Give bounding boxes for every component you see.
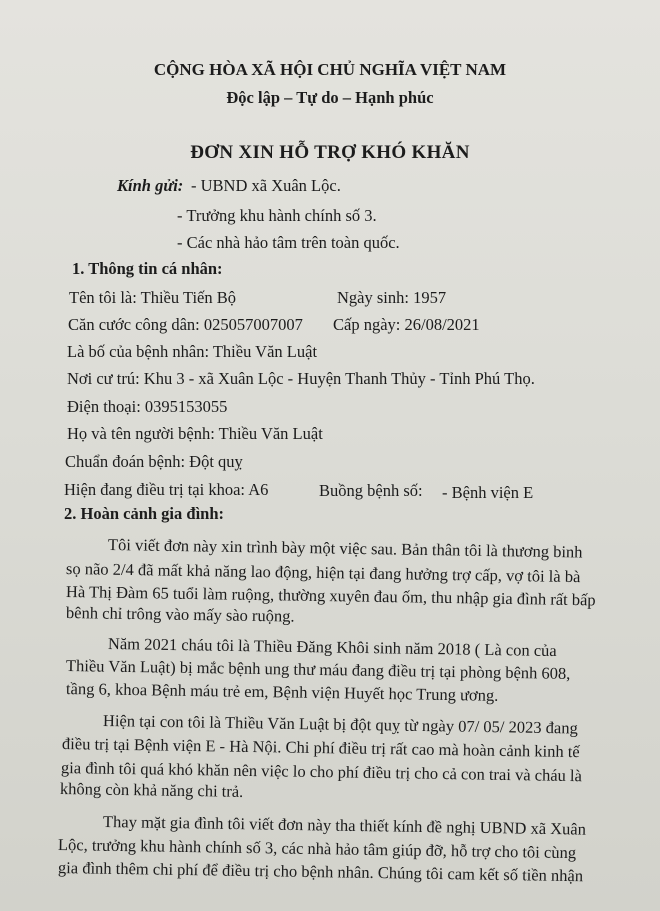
- id-card-number: Căn cước công dân: 025057007007: [68, 315, 303, 334]
- recipient-item: - Trưởng khu hành chính số 3.: [177, 206, 377, 225]
- body-line: Năm 2021 cháu tôi là Thiều Đăng Khôi sinh năm 2018 ( Là con của: [107, 634, 557, 661]
- body-line: Hà Thị Đàm 65 tuổi làm ruộng, thường xuyên đau ốm, thu nhập gia đình rất bấp: [65, 582, 596, 610]
- body-line: điều trị tại Bệnh viện E - Hà Nội. Chi phí điều trị rất cao mà hoàn cảnh kinh tế: [61, 734, 580, 762]
- body-line: bênh chỉ trông vào mấy sào ruộng.: [65, 603, 295, 626]
- motto: Độc lập – Tự do – Hạnh phúc: [226, 88, 434, 107]
- country-header: CỘNG HÒA XÃ HỘI CHỦ NGHĨA VIỆT NAM: [153, 60, 507, 79]
- body-line: Lộc, trưởng khu hành chính số 3, các nhà hảo tâm giúp đỡ, hỗ trợ cho tôi cùng: [57, 835, 577, 863]
- body-line: tầng 6, khoa Bệnh máu trẻ em, Bệnh viện Huyết học Trung ương.: [65, 679, 499, 705]
- body-line: Hiện tại con tôi là Thiều Văn Luật bị đột quỵ từ ngày 07/ 05/ 2023 đang: [102, 711, 578, 738]
- document-title: ĐƠN XIN HỖ TRỢ KHÓ KHĂN: [190, 142, 470, 163]
- hospital-name: - Bệnh viện E: [442, 483, 534, 502]
- body-line: gia đình tôi quá khó khăn nên việc lo cho phí điều trị cho cả con trai và cháu là: [60, 758, 583, 786]
- recipient-label: Kính gửi:: [117, 176, 184, 195]
- recipient-item: - Các nhà hảo tâm trên toàn quốc.: [177, 233, 400, 252]
- birth-year: Ngày sinh: 1957: [337, 288, 447, 307]
- address: Nơi cư trú: Khu 3 - xã Xuân Lộc - Huyện Thanh Thủy - Tỉnh Phú Thọ.: [67, 369, 535, 388]
- issue-date: Cấp ngày: 26/08/2021: [333, 315, 480, 334]
- body-line: Tôi viết đơn này xin trình bày một việc sau. Bản thân tôi là thương binh: [107, 535, 583, 562]
- patient-name: Họ và tên người bệnh: Thiều Văn Luật: [67, 424, 323, 443]
- body-line: Thiều Văn Luật) bị mắc bệnh ung thư máu đang điều trị tại phòng bệnh 608,: [65, 656, 571, 683]
- recipient-item: - UBND xã Xuân Lộc.: [191, 176, 341, 195]
- room-number: Buồng bệnh số:: [319, 481, 423, 500]
- diagnosis: Chuẩn đoán bệnh: Đột quỵ: [65, 452, 243, 471]
- relation: Là bố của bệnh nhân: Thiều Văn Luật: [67, 342, 318, 361]
- body-line: không còn khả năng chi trả.: [59, 779, 244, 801]
- phone-number: Điện thoại: 0395153055: [67, 397, 228, 416]
- body-line: Thay mặt gia đình tôi viết đơn này tha thiết kính đề nghị UBND xã Xuân: [102, 812, 587, 839]
- section-heading: 1. Thông tin cá nhân:: [72, 259, 223, 278]
- body-line: gia đình thêm chi phí để điều trị cho bệnh nhân. Chúng tôi cam kết số tiền nhận: [57, 858, 584, 886]
- body-line: sọ não 2/4 đã mất khả năng lao động, hiện tại đang hưởng trợ cấp, vợ tôi là bà: [65, 559, 581, 587]
- applicant-name: Tên tôi là: Thiều Tiến Bộ: [69, 288, 236, 307]
- section-heading: 2. Hoàn cảnh gia đình:: [64, 504, 225, 523]
- department: Hiện đang điều trị tại khoa: A6: [64, 480, 269, 499]
